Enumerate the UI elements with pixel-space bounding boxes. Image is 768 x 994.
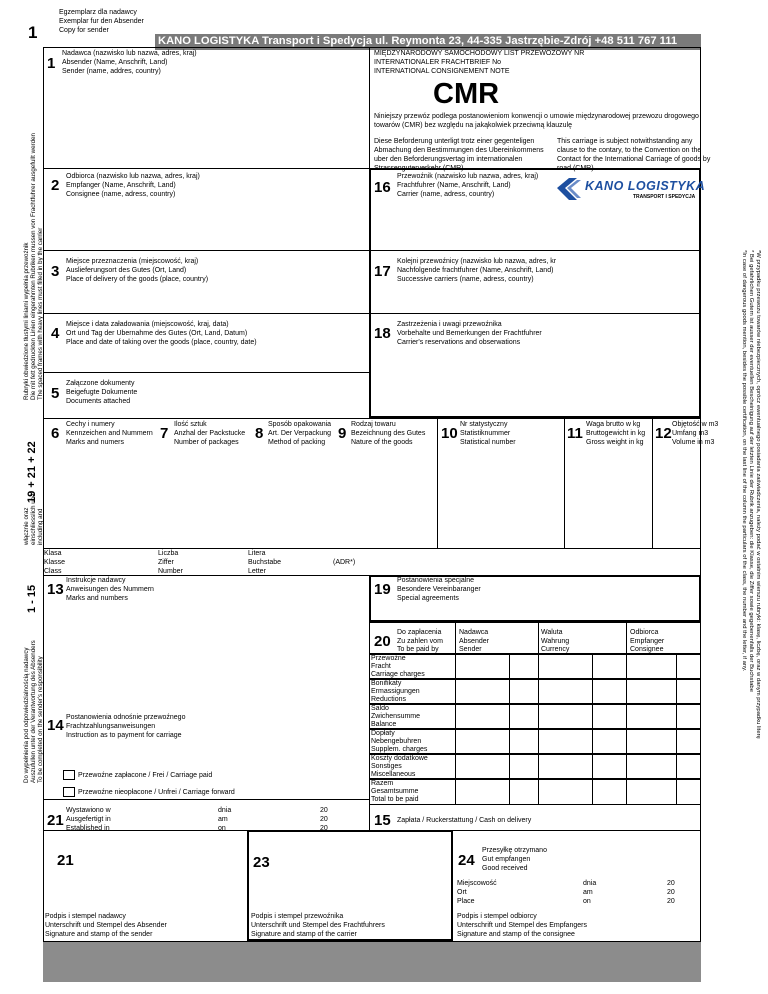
- charge-row-label: Przewoźne: [371, 655, 406, 662]
- carriage-paid-label: Przewoźne zapłacone / Frei / Carriage paid: [78, 772, 213, 779]
- charge-row-label: Reductions: [371, 696, 407, 703]
- field-17-number: 17: [374, 263, 391, 280]
- year-prefix: 20: [667, 898, 675, 905]
- clause-de-2: Abmachung den Bestimmungen des Ubereinkommens: [374, 147, 544, 154]
- field-17-label-de: Nachfolgende frachtfuhrer (Name, Anschrift, Land): [397, 267, 554, 274]
- sig-24-number: 24: [458, 852, 475, 869]
- col-consignee-pl: Odbiorca: [630, 629, 659, 636]
- field-14-label-pl: Postanowienia odnośnie przewoźnego: [66, 714, 186, 721]
- field-6-label-de: Kennzeichen and Nummern: [66, 430, 153, 437]
- sig-21-label-de: Unterschrift und Stempel des Absender: [45, 922, 167, 929]
- field-14-number: 14: [47, 717, 64, 734]
- field-16-label-pl: Przewoźnik (nazwisko lub nazwa, adres, kraj): [397, 173, 539, 180]
- field-2-label-pl: Odbiorca (nazwisko lub nazwa, adres, kraj): [66, 173, 200, 180]
- margin-adr-note-pl: *W przypadku przewozu towarów niebezpiecznych, oprócz ewentualnego posiadania zaświadczenia, należy podać w ostatnim wierszu rubryki: klasę, liczbę, oraz w danym przypadku literę: [755, 250, 761, 739]
- charge-row-label: Bonifikaty: [371, 680, 402, 687]
- col-currency-de: Wahrung: [541, 638, 570, 645]
- place-label-de: Ort: [457, 889, 467, 896]
- field-6-label-en: Marks and numers: [66, 439, 124, 446]
- sig-24-label-de: Gut empfangen: [482, 856, 531, 863]
- adr-label: (ADR*): [333, 559, 356, 566]
- class-label-de: Klasse: [44, 559, 66, 566]
- field-1-label-de: Absender (Name, Anschrift, Land): [62, 59, 168, 66]
- sig-24-sign-en: Signature and stamp of the consignee: [457, 931, 575, 938]
- field-8-label-pl: Sposób opakowania: [268, 421, 332, 428]
- sig-21-label-pl: Podpis i stempel nadawcy: [45, 913, 126, 920]
- charge-row-label: Balance: [371, 721, 397, 728]
- title-line-en: INTERNATIONAL CONSIGNEMENT NOTE: [374, 68, 510, 75]
- field-7-label-pl: Ilość sztuk: [174, 421, 207, 428]
- title-line-de: INTERNATIONALER FRACHTBRIEF No: [374, 59, 502, 66]
- field-13-label-pl: Instrukcje nadawcy: [66, 577, 126, 584]
- field-11-label-pl: Waga brutto w kg: [586, 421, 641, 428]
- field-6-label-pl: Cechy i numery: [66, 421, 115, 428]
- carriage-forward-checkbox[interactable]: [63, 787, 75, 797]
- field-5-label-en: Documents attached: [66, 398, 131, 405]
- field-13-label-de: Anweisungen des Nummern: [66, 586, 154, 593]
- letter-label-de: Buchstabe: [248, 559, 282, 566]
- field-9-label-en: Nature of the goods: [351, 439, 413, 446]
- charge-row-label: Dopłaty: [371, 730, 395, 737]
- copy-label-en: Copy for sender: [59, 27, 109, 34]
- field-12-label-en: Volume in m3: [672, 439, 715, 446]
- field-19-label-en: Special agreements: [397, 595, 459, 602]
- field-19-label-de: Besondere Vereinbaranger: [397, 586, 481, 593]
- clause-pl-1: Niniejszy przewóz podlega postanowieniom konwencji o umowie międzynarodowej przewozu drogowego: [374, 113, 699, 120]
- field-18-number: 18: [374, 325, 391, 342]
- margin-carrier-pl: Rubryki obwiedzione tłustymi liniami wypełnia przewoźnik: [23, 242, 30, 400]
- field-4-number: 4: [51, 325, 60, 342]
- field-17-label-en: Successive carriers (name, adress, country): [397, 276, 534, 283]
- copy-label-de: Exemplar fur den Absender: [59, 18, 144, 25]
- field-9-label-pl: Rodzaj towaru: [351, 421, 396, 428]
- number-label-en: Number: [158, 568, 183, 575]
- year-prefix: 20: [320, 807, 328, 814]
- logo-sub: TRANSPORT I SPEDYCJA: [633, 194, 696, 200]
- field-5-number: 5: [51, 385, 60, 402]
- field-21-label-pl: Wystawiono w: [66, 807, 111, 814]
- clause-en-4: road (CMR): [557, 165, 594, 172]
- col-sender-en: Sender: [459, 646, 482, 653]
- field-7-number: 7: [160, 425, 169, 442]
- field-10-label-pl: Nr statystyczny: [460, 421, 508, 428]
- clause-en-2: clause to the contary, to the Convention on the: [557, 147, 702, 154]
- carriage-forward-label: Przewoźne nieopłacone / Unfrei / Carriage forward: [78, 789, 235, 796]
- col-sender-de: Absender: [459, 638, 489, 645]
- col-sender-pl: Nadawca: [459, 629, 489, 636]
- field-2-label-de: Empfanger (Name, Anschrift, Land): [66, 182, 176, 189]
- field-12-label-pl: Objętość w m3: [672, 421, 719, 428]
- charge-row-label: Razem: [371, 780, 394, 787]
- sig-21-label-en: Signature and stamp of the sender: [45, 931, 153, 938]
- field-20-number: 20: [374, 633, 391, 650]
- date-word: on: [218, 825, 226, 832]
- place-label-en: Place: [457, 898, 475, 905]
- field-13-label-en: Marks and numbers: [66, 595, 128, 602]
- clause-en-3: Contact for the International Carriage of goods by: [557, 156, 711, 163]
- field-21-label-en: Established in: [66, 825, 110, 832]
- company-banner: KANO LOGISTYKA Transport i Spedycja ul. Reymonta 23, 44-335 Jastrzębie-Zdrój +48 511 767 111: [158, 35, 678, 47]
- carrier-box-16-18: [369, 168, 701, 418]
- margin-carrier-de: Die mit fett gedruckten Linien eingerahmten Rubriken mussen von Frachtfuhrer ausgefullt werden: [30, 133, 37, 400]
- margin-carrier-en: The spaced frames with heavy lines must filled in by the carrier: [37, 227, 44, 400]
- charge-row-label: Gesamtsumme: [371, 788, 419, 795]
- sig-23-label-pl: Podpis i stempel przewoźnika: [251, 913, 344, 920]
- margin-adr-note-en: *In case of dangerous goods mention, besides the possible certification, on the last line of the column the particulars of the class, the number and the letter, if any.: [741, 250, 747, 672]
- margin-incl-pl: włącznie oraz: [23, 507, 30, 545]
- bottom-bar: [43, 941, 701, 982]
- field-12-label-de: Umfang m3: [672, 430, 709, 437]
- date-word: am: [583, 889, 593, 896]
- margin-resp-pl: Do wypełnienia pod odpowiedzialnością nadawcy: [23, 647, 30, 783]
- charge-row-label: Miscellaneous: [371, 771, 416, 778]
- field-16-label-en: Carrier (name, adress, country): [397, 191, 495, 198]
- field-19-label-pl: Postanowienia specjalne: [397, 577, 475, 584]
- field-20-head-de: Zu zahlen vom: [397, 638, 443, 645]
- charge-row-label: Sonstiges: [371, 763, 402, 770]
- field-21-number: 21: [47, 812, 64, 829]
- col-consignee-en: Consignee: [630, 646, 664, 653]
- charge-row-label: Zwichensumme: [371, 713, 421, 720]
- field-16-label-de: Frachtfuhrer (Name, Anschrift, Land): [397, 182, 511, 189]
- year-prefix: 20: [320, 816, 328, 823]
- field-13-number: 13: [47, 581, 64, 598]
- charge-row-label: Fracht: [371, 663, 391, 670]
- date-word: dnia: [583, 880, 597, 887]
- field-18-label-en: Carrier's reservations and obserwations: [397, 339, 521, 346]
- field-18-label-de: Vorbehalte und Bemerkungen der Frachtfuhrer: [397, 330, 542, 337]
- year-prefix: 20: [667, 889, 675, 896]
- field-11-label-de: Bruttogewicht in kg: [586, 430, 646, 437]
- margin-incl-en: including and: [37, 508, 44, 545]
- number-label-pl: Liczba: [158, 550, 179, 557]
- date-word: dnia: [218, 807, 232, 814]
- field-1-number: 1: [47, 55, 56, 72]
- margin-incl-de: einschliesslich und: [30, 493, 37, 545]
- field-3-number: 3: [51, 263, 60, 280]
- field-11-label-en: Gross weight in kg: [586, 439, 644, 446]
- date-word: on: [583, 898, 591, 905]
- sig-24-label-pl: Przesyłkę otrzymano: [482, 847, 547, 854]
- col-currency-en: Currency: [541, 646, 570, 653]
- sig-24-sign-pl: Podpis i stempel odbiorcy: [457, 913, 537, 920]
- logo-name: KANO LOGISTYKA: [585, 179, 706, 193]
- date-word: am: [218, 816, 228, 823]
- field-14-label-de: Frachtzahlungsanweisungen: [66, 723, 156, 730]
- field-12-number: 12: [655, 425, 672, 442]
- field-4-label-pl: Miejsce i data załadowania (miejscowość, kraj, data): [66, 321, 229, 328]
- field-17-label-pl: Kolejni przewoźnicy (nazwisko lub nazwa, adres, kr: [397, 258, 557, 265]
- field-21-label-de: Ausgefertigt in: [66, 816, 111, 823]
- place-label-pl: Miejscowość: [457, 880, 497, 887]
- margin-adr-note-de: * Bei gefahrlichen Gutern ist ausser der eventuellen Bescheinigung auf der letzten Linie der Rubrik anzugeben: die Klasse, die Ziffer sowie gegebenenfalls der Buchstabe: [748, 250, 754, 692]
- charge-row-label: Koszty dodatkowe: [371, 755, 428, 762]
- sig-23-label-en: Signature and stamp of the carrier: [251, 931, 357, 938]
- field-15-label: Zapłata / Ruckerstattung / Cash on delivery: [397, 817, 532, 824]
- year-prefix: 20: [320, 825, 328, 832]
- field-20-head-pl: Do zapłacenia: [397, 629, 442, 636]
- sig-23-number: 23: [253, 854, 270, 871]
- charge-row-label: Ermassigungen: [371, 688, 420, 695]
- copy-number: 1: [28, 23, 38, 42]
- charge-row-label: Nebengebuhren: [371, 738, 422, 745]
- title-line-pl: MIĘDZYNARODOWY SAMOCHODOWY LIST PRZEWOZOWY NR: [374, 50, 585, 57]
- margin-resp-de: Auszufullen unter der Verantwortung des Absenders: [30, 640, 37, 783]
- field-10-number: 10: [441, 425, 458, 442]
- clause-de-4: Strassenguterverkehr (CMR): [374, 165, 464, 172]
- field-3-label-en: Place of delivery of the goods (place, country): [66, 276, 209, 283]
- col-currency-pl: Waluta: [541, 629, 563, 636]
- field-10-label-en: Statistical number: [460, 439, 516, 446]
- field-14-label-en: Instruction as to payment for carriage: [66, 732, 182, 739]
- letter-label-pl: Litera: [248, 550, 266, 557]
- number-label-de: Ziffer: [158, 559, 174, 566]
- field-11-number: 11: [567, 425, 583, 442]
- sig-24-sign-de: Unterschrift und Stempel des Empfangers: [457, 922, 587, 929]
- kano-logo: [555, 174, 706, 204]
- clause-pl-2: towarów (CMR) bez względu na jakąkolwiek przeciwną klauzulę: [374, 122, 573, 129]
- field-8-number: 8: [255, 425, 264, 442]
- field-6-number: 6: [51, 425, 60, 442]
- copy-label-pl: Egzemplarz dla nadawcy: [59, 9, 137, 16]
- field-1-label-en: Sender (name, addres, country): [62, 68, 161, 75]
- field-2-label-en: Consignee (name, adress, country): [66, 191, 176, 198]
- margin-range-1: 19 + 21 + 22: [26, 441, 38, 503]
- field-7-label-de: Anzhal der Packstucke: [174, 430, 246, 437]
- field-15-number: 15: [374, 812, 391, 829]
- field-1-label-pl: Nadawca (nazwisko lub nazwa, adres, kraj): [62, 50, 197, 57]
- field-8-label-en: Method of packing: [268, 439, 326, 446]
- charge-row-label: Total to be paid: [371, 796, 419, 803]
- field-7-label-en: Number of packages: [174, 439, 239, 446]
- charge-row-label: Carriage charges: [371, 671, 425, 678]
- field-18-label-pl: Zastrzeżenia i uwagi przewoźnika: [397, 321, 502, 328]
- clause-de-3: uber den Beforderungsvertag im internationalen: [374, 156, 523, 163]
- year-prefix: 20: [667, 880, 675, 887]
- letter-label-en: Letter: [248, 568, 266, 575]
- field-3-label-pl: Miejsce przeznaczenia (miejscowość, kraj): [66, 258, 199, 265]
- field-5-label-pl: Załączone dokumenty: [66, 380, 135, 387]
- field-19-number: 19: [374, 581, 391, 598]
- field-16-number: 16: [374, 179, 391, 196]
- class-label-pl: Klasa: [44, 550, 62, 557]
- field-5-label-de: Beigefugte Dokumente: [66, 389, 138, 396]
- field-3-label-de: Auslieferungsort des Gutes (Ort, Land): [66, 267, 187, 274]
- margin-resp-en: To be completed on the sender's responsibility: [37, 656, 44, 783]
- charge-row-label: Saldo: [371, 705, 389, 712]
- field-9-label-de: Bezeichnung des Gutes: [351, 430, 426, 437]
- field-2-number: 2: [51, 177, 60, 194]
- charge-row-label: Supplem. charges: [371, 746, 428, 753]
- field-10-label-de: Statistiknummer: [460, 430, 511, 437]
- clause-de-1: Diese Beforderung unterligt trotz einer gegenteligen: [374, 138, 535, 145]
- field-20-head-en: To be paid by: [397, 646, 439, 653]
- carriage-paid-checkbox[interactable]: [63, 770, 75, 780]
- class-label-en: Class: [44, 568, 62, 575]
- field-4-label-en: Place and date of taking over the goods (place, country, date): [66, 339, 257, 346]
- margin-range-2: 1 - 15: [26, 584, 38, 613]
- sig-21-number: 21: [57, 852, 74, 869]
- cmr-title: CMR: [433, 78, 500, 110]
- field-8-label-de: Art. Der Verpackung: [268, 430, 332, 437]
- clause-en-1: This carriage is subject notwithstanding any: [557, 138, 693, 145]
- col-consignee-de: Empfanger: [630, 638, 665, 645]
- field-4-label-de: Ort und Tag der Ubernahme des Gutes (Ort, Land, Datum): [66, 330, 248, 337]
- sig-24-label-en: Good received: [482, 865, 528, 872]
- field-9-number: 9: [338, 425, 347, 442]
- sig-23-label-de: Unterschrift und Stempel des Frachtfuhrers: [251, 922, 385, 929]
